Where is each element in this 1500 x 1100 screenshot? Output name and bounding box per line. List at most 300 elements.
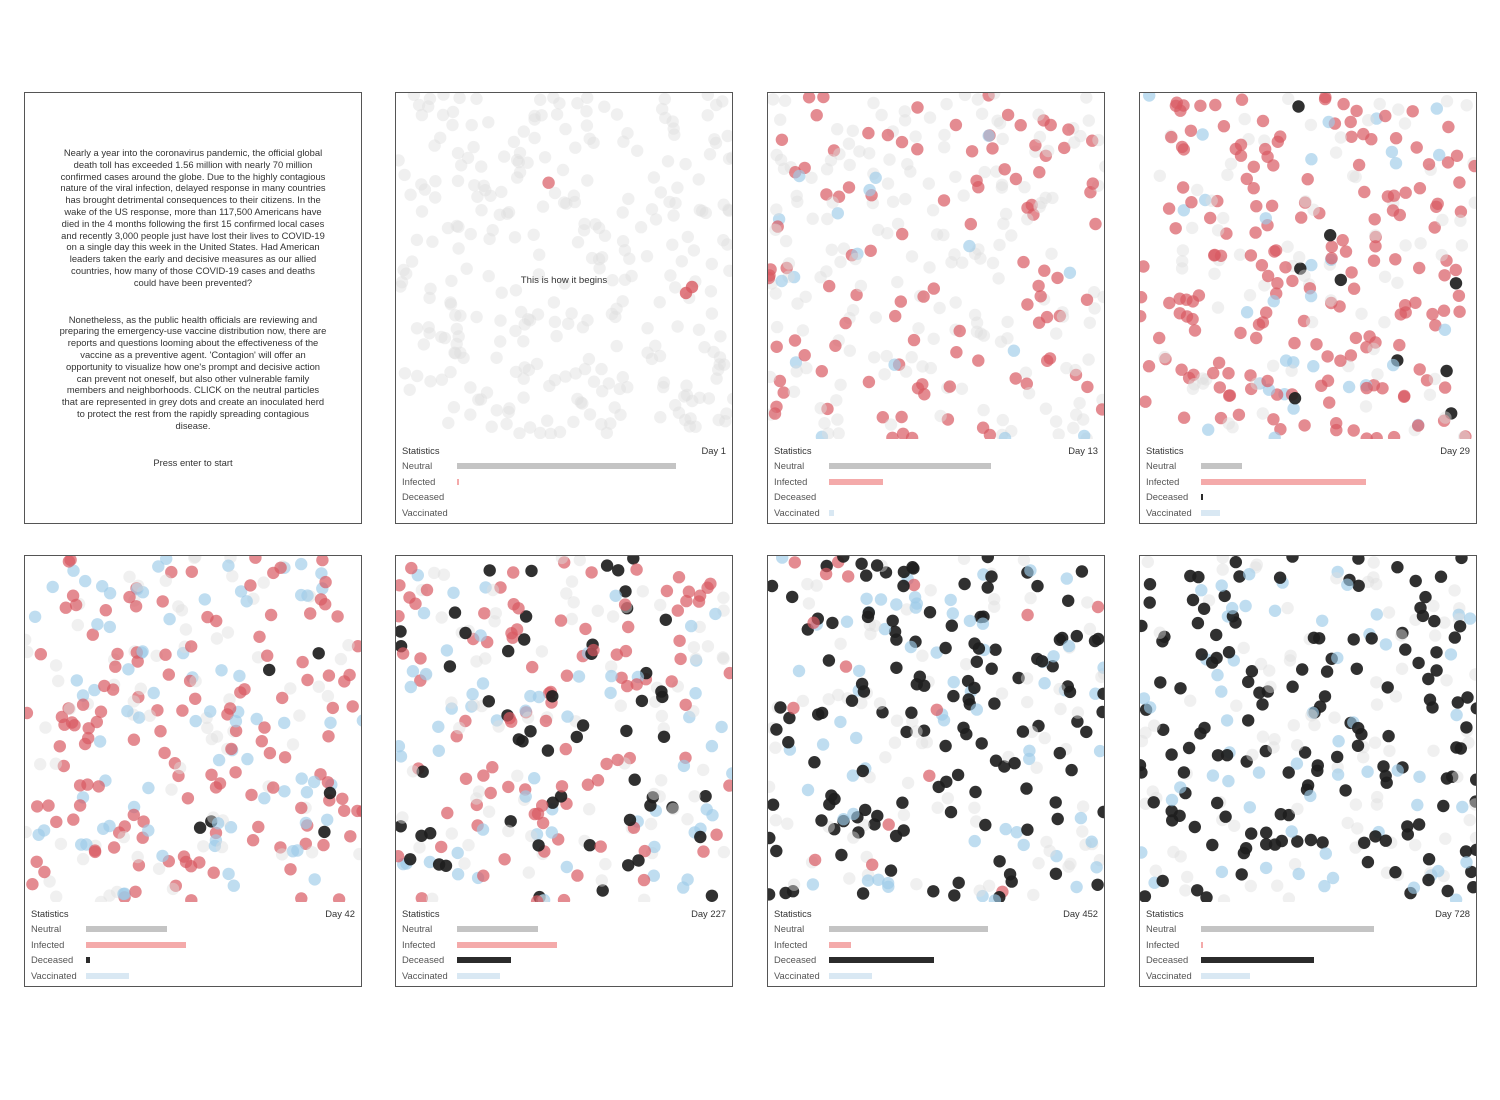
- neutral-particle[interactable]: [517, 391, 529, 403]
- neutral-particle[interactable]: [788, 386, 800, 398]
- neutral-particle[interactable]: [968, 802, 980, 814]
- neutral-particle[interactable]: [1181, 871, 1193, 883]
- neutral-particle[interactable]: [103, 889, 115, 901]
- neutral-particle[interactable]: [424, 93, 436, 105]
- neutral-particle[interactable]: [912, 322, 924, 334]
- neutral-particle[interactable]: [1154, 170, 1166, 182]
- neutral-particle[interactable]: [1040, 403, 1052, 415]
- neutral-particle[interactable]: [557, 164, 569, 176]
- particle-field[interactable]: [1140, 93, 1477, 439]
- neutral-particle[interactable]: [596, 874, 608, 886]
- neutral-particle[interactable]: [879, 751, 891, 763]
- neutral-particle[interactable]: [1368, 556, 1380, 568]
- neutral-particle[interactable]: [1368, 343, 1380, 355]
- neutral-particle[interactable]: [322, 690, 334, 702]
- neutral-particle[interactable]: [34, 758, 46, 770]
- neutral-particle[interactable]: [887, 196, 899, 208]
- neutral-particle[interactable]: [938, 129, 950, 141]
- neutral-particle[interactable]: [518, 125, 530, 137]
- neutral-particle[interactable]: [1305, 119, 1317, 131]
- neutral-particle[interactable]: [1068, 136, 1080, 148]
- neutral-particle[interactable]: [928, 333, 940, 345]
- neutral-particle[interactable]: [135, 683, 147, 695]
- neutral-particle[interactable]: [398, 169, 410, 181]
- neutral-particle[interactable]: [509, 231, 521, 243]
- neutral-particle[interactable]: [996, 687, 1008, 699]
- neutral-particle[interactable]: [1225, 158, 1237, 170]
- neutral-particle[interactable]: [511, 770, 523, 782]
- neutral-particle[interactable]: [523, 866, 535, 878]
- neutral-particle[interactable]: [656, 103, 668, 115]
- neutral-particle[interactable]: [843, 872, 855, 884]
- neutral-particle[interactable]: [1328, 711, 1340, 723]
- neutral-particle[interactable]: [353, 848, 362, 860]
- neutral-particle[interactable]: [1053, 683, 1065, 695]
- neutral-particle[interactable]: [706, 258, 718, 270]
- neutral-particle[interactable]: [471, 191, 483, 203]
- neutral-particle[interactable]: [948, 248, 960, 260]
- neutral-particle[interactable]: [800, 362, 812, 374]
- particle-field[interactable]: [768, 93, 1105, 439]
- neutral-particle[interactable]: [587, 137, 599, 149]
- neutral-particle[interactable]: [1018, 556, 1030, 566]
- neutral-particle[interactable]: [436, 374, 448, 386]
- neutral-particle[interactable]: [933, 302, 945, 314]
- neutral-particle[interactable]: [461, 263, 473, 275]
- neutral-particle[interactable]: [949, 171, 961, 183]
- neutral-particle[interactable]: [455, 159, 467, 171]
- neutral-particle[interactable]: [697, 764, 709, 776]
- neutral-particle[interactable]: [411, 322, 423, 334]
- neutral-particle[interactable]: [987, 257, 999, 269]
- neutral-particle[interactable]: [1383, 745, 1395, 757]
- neutral-particle[interactable]: [993, 239, 1005, 251]
- neutral-particle[interactable]: [609, 401, 621, 413]
- neutral-particle[interactable]: [872, 224, 884, 236]
- neutral-particle[interactable]: [470, 311, 482, 323]
- neutral-particle[interactable]: [1176, 262, 1188, 274]
- neutral-particle[interactable]: [1179, 884, 1191, 896]
- neutral-particle[interactable]: [434, 132, 446, 144]
- neutral-particle[interactable]: [1469, 197, 1477, 209]
- neutral-particle[interactable]: [429, 191, 441, 203]
- neutral-particle[interactable]: [820, 265, 832, 277]
- neutral-particle[interactable]: [1367, 571, 1379, 583]
- neutral-particle[interactable]: [667, 209, 679, 221]
- neutral-particle[interactable]: [1001, 332, 1013, 344]
- neutral-particle[interactable]: [500, 418, 512, 430]
- neutral-particle[interactable]: [599, 858, 611, 870]
- neutral-particle[interactable]: [464, 408, 476, 420]
- neutral-particle[interactable]: [619, 244, 631, 256]
- neutral-particle[interactable]: [415, 178, 427, 190]
- neutral-particle[interactable]: [306, 846, 318, 858]
- neutral-particle[interactable]: [1306, 316, 1318, 328]
- neutral-particle[interactable]: [992, 272, 1004, 284]
- neutral-particle[interactable]: [906, 250, 918, 262]
- neutral-particle[interactable]: [566, 575, 578, 587]
- neutral-particle[interactable]: [622, 193, 634, 205]
- neutral-particle[interactable]: [844, 345, 856, 357]
- neutral-particle[interactable]: [284, 682, 296, 694]
- neutral-particle[interactable]: [645, 818, 657, 830]
- neutral-particle[interactable]: [906, 351, 918, 363]
- neutral-particle[interactable]: [1245, 880, 1257, 892]
- neutral-particle[interactable]: [855, 280, 867, 292]
- neutral-particle[interactable]: [475, 160, 487, 172]
- neutral-particle[interactable]: [720, 407, 732, 419]
- neutral-particle[interactable]: [688, 790, 700, 802]
- neutral-particle[interactable]: [465, 228, 477, 240]
- neutral-particle[interactable]: [411, 370, 423, 382]
- neutral-particle[interactable]: [668, 129, 680, 141]
- particle-field[interactable]: [1140, 556, 1477, 902]
- neutral-particle[interactable]: [1439, 833, 1451, 845]
- neutral-particle[interactable]: [1330, 146, 1342, 158]
- neutral-particle[interactable]: [1283, 892, 1295, 902]
- neutral-particle[interactable]: [1234, 249, 1246, 261]
- neutral-particle[interactable]: [1439, 411, 1451, 423]
- neutral-particle[interactable]: [1436, 214, 1448, 226]
- neutral-particle[interactable]: [657, 381, 669, 393]
- neutral-particle[interactable]: [1288, 719, 1300, 731]
- neutral-particle[interactable]: [428, 567, 440, 579]
- neutral-particle[interactable]: [956, 383, 968, 395]
- neutral-particle[interactable]: [570, 367, 582, 379]
- neutral-particle[interactable]: [834, 638, 846, 650]
- neutral-particle[interactable]: [1021, 696, 1033, 708]
- neutral-particle[interactable]: [821, 213, 833, 225]
- neutral-particle[interactable]: [1184, 695, 1196, 707]
- neutral-particle[interactable]: [1267, 360, 1279, 372]
- neutral-particle[interactable]: [797, 324, 809, 336]
- neutral-particle[interactable]: [478, 180, 490, 192]
- neutral-particle[interactable]: [549, 187, 561, 199]
- particle-svg[interactable]: [396, 556, 733, 902]
- neutral-particle[interactable]: [180, 623, 192, 635]
- neutral-particle[interactable]: [671, 182, 683, 194]
- neutral-particle[interactable]: [801, 578, 813, 590]
- neutral-particle[interactable]: [791, 196, 803, 208]
- neutral-particle[interactable]: [1325, 294, 1337, 306]
- neutral-particle[interactable]: [508, 136, 520, 148]
- neutral-particle[interactable]: [50, 891, 62, 903]
- neutral-particle[interactable]: [1414, 237, 1426, 249]
- neutral-particle[interactable]: [1060, 362, 1072, 374]
- neutral-particle[interactable]: [1399, 117, 1411, 129]
- neutral-particle[interactable]: [997, 133, 1009, 145]
- neutral-particle[interactable]: [502, 406, 514, 418]
- neutral-particle[interactable]: [216, 841, 228, 853]
- neutral-particle[interactable]: [1027, 889, 1039, 901]
- neutral-particle[interactable]: [1267, 741, 1279, 753]
- neutral-particle[interactable]: [974, 885, 986, 897]
- neutral-particle[interactable]: [25, 646, 34, 658]
- neutral-particle[interactable]: [1034, 201, 1046, 213]
- neutral-particle[interactable]: [452, 221, 464, 233]
- neutral-particle[interactable]: [667, 803, 679, 815]
- neutral-particle[interactable]: [1039, 732, 1051, 744]
- neutral-particle[interactable]: [1350, 171, 1362, 183]
- neutral-particle[interactable]: [495, 186, 507, 198]
- neutral-particle[interactable]: [1427, 600, 1439, 612]
- neutral-particle[interactable]: [938, 141, 950, 153]
- neutral-particle[interactable]: [1448, 584, 1460, 596]
- neutral-particle[interactable]: [1217, 212, 1229, 224]
- neutral-particle[interactable]: [533, 249, 545, 261]
- neutral-particle[interactable]: [144, 710, 156, 722]
- neutral-particle[interactable]: [680, 380, 692, 392]
- neutral-particle[interactable]: [559, 123, 571, 135]
- neutral-particle[interactable]: [783, 257, 795, 269]
- neutral-particle[interactable]: [925, 362, 937, 374]
- neutral-particle[interactable]: [648, 171, 660, 183]
- neutral-particle[interactable]: [827, 196, 839, 208]
- neutral-particle[interactable]: [553, 97, 565, 109]
- neutral-particle[interactable]: [1223, 417, 1235, 429]
- neutral-particle[interactable]: [583, 803, 595, 815]
- neutral-particle[interactable]: [50, 758, 62, 770]
- neutral-particle[interactable]: [768, 781, 775, 793]
- neutral-particle[interactable]: [535, 109, 547, 121]
- neutral-particle[interactable]: [549, 316, 561, 328]
- neutral-particle[interactable]: [132, 851, 144, 863]
- neutral-particle[interactable]: [775, 154, 787, 166]
- neutral-particle[interactable]: [923, 261, 935, 273]
- neutral-particle[interactable]: [702, 109, 714, 121]
- neutral-particle[interactable]: [453, 722, 465, 734]
- neutral-particle[interactable]: [1064, 858, 1076, 870]
- neutral-particle[interactable]: [565, 307, 577, 319]
- neutral-particle[interactable]: [654, 599, 666, 611]
- neutral-particle[interactable]: [940, 98, 952, 110]
- neutral-particle[interactable]: [714, 330, 726, 342]
- neutral-particle[interactable]: [1362, 114, 1374, 126]
- neutral-particle[interactable]: [1251, 559, 1263, 571]
- neutral-particle[interactable]: [607, 610, 619, 622]
- neutral-particle[interactable]: [458, 857, 470, 869]
- neutral-particle[interactable]: [446, 827, 458, 839]
- neutral-particle[interactable]: [543, 380, 555, 392]
- neutral-particle[interactable]: [770, 287, 782, 299]
- neutral-particle[interactable]: [467, 141, 479, 153]
- neutral-particle[interactable]: [442, 417, 454, 429]
- neutral-particle[interactable]: [411, 234, 423, 246]
- neutral-particle[interactable]: [64, 703, 76, 715]
- neutral-particle[interactable]: [1080, 93, 1092, 104]
- neutral-particle[interactable]: [638, 894, 650, 902]
- neutral-particle[interactable]: [1257, 731, 1269, 743]
- neutral-particle[interactable]: [673, 407, 685, 419]
- neutral-particle[interactable]: [667, 115, 679, 127]
- neutral-particle[interactable]: [482, 116, 494, 128]
- neutral-particle[interactable]: [569, 142, 581, 154]
- neutral-particle[interactable]: [523, 364, 535, 376]
- neutral-particle[interactable]: [1239, 113, 1251, 125]
- neutral-particle[interactable]: [1429, 373, 1441, 385]
- neutral-particle[interactable]: [176, 604, 188, 616]
- neutral-particle[interactable]: [1142, 556, 1154, 568]
- neutral-particle[interactable]: [413, 841, 425, 853]
- neutral-particle[interactable]: [575, 396, 587, 408]
- neutral-particle[interactable]: [1371, 698, 1383, 710]
- neutral-particle[interactable]: [976, 108, 988, 120]
- neutral-particle[interactable]: [889, 737, 901, 749]
- neutral-particle[interactable]: [942, 792, 954, 804]
- neutral-particle[interactable]: [788, 879, 800, 891]
- neutral-particle[interactable]: [1330, 572, 1342, 584]
- neutral-particle[interactable]: [867, 97, 879, 109]
- neutral-particle[interactable]: [769, 742, 781, 754]
- neutral-particle[interactable]: [490, 607, 502, 619]
- particle-svg[interactable]: [1140, 93, 1477, 439]
- neutral-particle[interactable]: [823, 693, 835, 705]
- neutral-particle[interactable]: [473, 785, 485, 797]
- neutral-particle[interactable]: [483, 806, 495, 818]
- neutral-particle[interactable]: [997, 218, 1009, 230]
- neutral-particle[interactable]: [718, 358, 730, 370]
- neutral-particle[interactable]: [598, 101, 610, 113]
- neutral-particle[interactable]: [593, 262, 605, 274]
- neutral-particle[interactable]: [436, 611, 448, 623]
- neutral-particle[interactable]: [528, 132, 540, 144]
- neutral-particle[interactable]: [868, 351, 880, 363]
- neutral-particle[interactable]: [910, 878, 922, 890]
- neutral-particle[interactable]: [878, 368, 890, 380]
- neutral-particle[interactable]: [950, 296, 962, 308]
- neutral-particle[interactable]: [399, 367, 411, 379]
- neutral-particle[interactable]: [847, 125, 859, 137]
- neutral-particle[interactable]: [429, 175, 441, 187]
- neutral-particle[interactable]: [1021, 213, 1033, 225]
- neutral-particle[interactable]: [1291, 739, 1303, 751]
- neutral-particle[interactable]: [77, 853, 89, 865]
- neutral-particle[interactable]: [662, 155, 674, 167]
- neutral-particle[interactable]: [698, 341, 710, 353]
- neutral-particle[interactable]: [189, 675, 201, 687]
- neutral-particle[interactable]: [201, 722, 213, 734]
- neutral-particle[interactable]: [770, 203, 782, 215]
- particle-field[interactable]: [396, 556, 733, 902]
- neutral-particle[interactable]: [1081, 596, 1093, 608]
- neutral-particle[interactable]: [621, 127, 633, 139]
- neutral-particle[interactable]: [960, 658, 972, 670]
- neutral-particle[interactable]: [1374, 98, 1386, 110]
- neutral-particle[interactable]: [648, 788, 660, 800]
- neutral-particle[interactable]: [153, 863, 165, 875]
- particle-field[interactable]: [396, 93, 733, 439]
- neutral-particle[interactable]: [1032, 857, 1044, 869]
- particle-field[interactable]: [25, 556, 362, 902]
- neutral-particle[interactable]: [902, 777, 914, 789]
- neutral-particle[interactable]: [717, 653, 729, 665]
- neutral-particle[interactable]: [491, 404, 503, 416]
- neutral-particle[interactable]: [833, 427, 845, 439]
- neutral-particle[interactable]: [774, 114, 786, 126]
- neutral-particle[interactable]: [426, 893, 438, 902]
- neutral-particle[interactable]: [446, 119, 458, 131]
- neutral-particle[interactable]: [1084, 317, 1096, 329]
- neutral-particle[interactable]: [1469, 668, 1477, 680]
- neutral-particle[interactable]: [805, 172, 817, 184]
- neutral-particle[interactable]: [165, 783, 177, 795]
- neutral-particle[interactable]: [1251, 378, 1263, 390]
- neutral-particle[interactable]: [524, 421, 536, 433]
- neutral-particle[interactable]: [1148, 719, 1160, 731]
- neutral-particle[interactable]: [1342, 817, 1354, 829]
- neutral-particle[interactable]: [1230, 700, 1242, 712]
- neutral-particle[interactable]: [875, 109, 887, 121]
- neutral-particle[interactable]: [1177, 244, 1189, 256]
- neutral-particle[interactable]: [718, 199, 730, 211]
- neutral-particle[interactable]: [586, 252, 598, 264]
- neutral-particle[interactable]: [1440, 674, 1452, 686]
- neutral-particle[interactable]: [996, 181, 1008, 193]
- neutral-particle[interactable]: [696, 205, 708, 217]
- neutral-particle[interactable]: [1077, 413, 1089, 425]
- neutral-particle[interactable]: [927, 204, 939, 216]
- neutral-particle[interactable]: [1464, 814, 1476, 826]
- neutral-particle[interactable]: [581, 314, 593, 326]
- neutral-particle[interactable]: [50, 659, 62, 671]
- neutral-particle[interactable]: [335, 653, 347, 665]
- neutral-particle[interactable]: [1099, 160, 1105, 172]
- neutral-particle[interactable]: [581, 174, 593, 186]
- neutral-particle[interactable]: [464, 381, 476, 393]
- neutral-particle[interactable]: [891, 715, 903, 727]
- neutral-particle[interactable]: [25, 634, 31, 646]
- neutral-particle[interactable]: [631, 145, 643, 157]
- neutral-particle[interactable]: [849, 253, 861, 265]
- neutral-particle[interactable]: [276, 848, 288, 860]
- neutral-particle[interactable]: [123, 571, 135, 583]
- neutral-particle[interactable]: [958, 556, 970, 565]
- neutral-particle[interactable]: [568, 190, 580, 202]
- neutral-particle[interactable]: [834, 379, 846, 391]
- neutral-particle[interactable]: [671, 320, 683, 332]
- neutral-particle[interactable]: [1044, 845, 1056, 857]
- neutral-particle[interactable]: [1383, 606, 1395, 618]
- neutral-particle[interactable]: [462, 839, 474, 851]
- neutral-particle[interactable]: [705, 285, 717, 297]
- neutral-particle[interactable]: [847, 831, 859, 843]
- neutral-particle[interactable]: [550, 330, 562, 342]
- neutral-particle[interactable]: [1032, 109, 1044, 121]
- neutral-particle[interactable]: [874, 697, 886, 709]
- neutral-particle[interactable]: [1042, 145, 1054, 157]
- neutral-particle[interactable]: [727, 393, 733, 405]
- neutral-particle[interactable]: [1441, 95, 1453, 107]
- neutral-particle[interactable]: [493, 720, 505, 732]
- neutral-particle[interactable]: [1218, 894, 1230, 902]
- neutral-particle[interactable]: [958, 189, 970, 201]
- neutral-particle[interactable]: [934, 410, 946, 422]
- neutral-particle[interactable]: [1246, 749, 1258, 761]
- neutral-particle[interactable]: [689, 421, 701, 433]
- neutral-particle[interactable]: [702, 93, 714, 101]
- neutral-particle[interactable]: [287, 738, 299, 750]
- neutral-particle[interactable]: [937, 229, 949, 241]
- neutral-particle[interactable]: [977, 404, 989, 416]
- neutral-particle[interactable]: [1053, 428, 1065, 439]
- neutral-particle[interactable]: [452, 242, 464, 254]
- neutral-particle[interactable]: [654, 411, 666, 423]
- neutral-particle[interactable]: [688, 244, 700, 256]
- neutral-particle[interactable]: [1244, 289, 1256, 301]
- neutral-particle[interactable]: [494, 314, 506, 326]
- neutral-particle[interactable]: [780, 235, 792, 247]
- neutral-particle[interactable]: [1050, 415, 1062, 427]
